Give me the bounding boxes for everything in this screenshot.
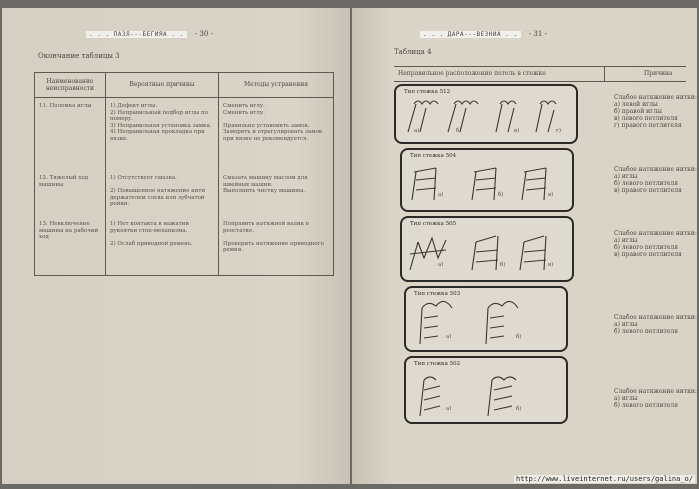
stitch-label: б) [516,334,522,340]
stitch-cause-512: Слабое натяжение нитки: а) левой иглы б) правой иглы в) левого петлителя г) правого петлителя [614,94,697,129]
stitch-diagram-503 [406,288,566,350]
stitch-label: г) [556,128,562,134]
stitch-header-cause: Причина [644,70,673,77]
table-row-causes: 1) Дефект иглы. 2) Неправильный подбор иглы по номеру. 3) Неправильная установка замка. 4) Неправильная прокладка при вязке. [110,103,212,142]
stitch-panel-512 [394,84,578,144]
stitch-label: а) [446,334,452,340]
faults-table [34,72,334,276]
table-row-causes: 1) Отсутствует смазка. 2) Повышенное натяжение нити держателем слева или зубчатой рейки. [110,175,206,208]
table-header-causes: Вероятные причины [129,81,195,88]
stitch-label: а) [438,262,444,268]
right-page [352,8,697,484]
stitch-diagram-504 [402,150,572,210]
table-row-causes: 1) Нет контакта в нажатии рукоятки стоп-механизма. 2) Ослаб приводной ремень. [110,221,193,247]
table-header-fixes: Методы устранения [244,81,308,88]
stitch-header-layout: Неправильное расположение петель в стежке [398,70,546,77]
stitch-panel-502 [404,356,568,424]
left-page-header [86,30,213,38]
stitch-label: в) [548,192,554,198]
table-row-fixes: Смазать машину маслом для швейных машин. Выполнить чистку машины. [223,175,308,195]
table-row-fault: 12. Тяжелый ход машины [39,175,89,188]
stitch-label: а) [438,192,444,198]
stitch-label: б) [500,262,506,268]
table-header-fault: Наименование неисправности [46,78,94,92]
table-row-fault: 13. Невключение машины на рабочий ход [39,221,99,241]
table-row-fixes: Сменить иглу. Сменить иглу. Правильно установить замок. Замерить и отрегулировать замок при вязке не рекомендуется. [223,103,323,142]
stitch-label: в) [548,262,554,268]
stitch-panel-title: Тип стежка 505 [410,221,457,227]
stitch-diagram-502 [406,358,566,422]
stitch-cause-503: Слабое натяжение нитки: а) иглы б) левого петлителя [614,314,697,335]
left-table-caption: Окончание таблицы 3 [38,52,120,60]
stitch-table-header [394,66,686,82]
right-page-header [420,30,547,38]
left-page-number: - 30 - [194,30,213,38]
stitch-diagram-505 [402,218,572,280]
watermark-url[interactable]: http://www.liveinternet.ru/users/galina_o/ [515,475,693,483]
right-page-number: - 31 - [528,30,547,38]
stitch-label: в) [514,128,520,134]
stitch-panel-title: Тип стежка 503 [414,291,461,297]
stitch-panel-505 [400,216,574,282]
stitch-panel-title: Тип стежка 504 [410,153,457,159]
stitch-cause-505: Слабое натяжение нитки: а) иглы б) левого петлителя в) правого петлителя [614,230,697,258]
stitch-panel-title: Тип стежка 512 [404,89,451,95]
table-row-fault: 11. Поломка иглы [39,103,92,109]
stitch-label: б) [516,406,522,412]
stitch-label: б) [498,192,504,198]
stitch-label: б) [456,128,462,134]
left-page [2,8,350,484]
stitch-cause-502: Слабое натяжение нитки: а) иглы б) левого петлителя [614,388,697,409]
right-table-caption: Таблица 4 [394,48,432,56]
stitch-cause-504: Слабое натяжение нитки: а) иглы б) левого петлителя в) правого петлителя [614,166,697,194]
stitch-label: а) [446,406,452,412]
stitch-label: а) [414,128,420,134]
stitch-panel-title: Тип стежка 502 [414,361,461,367]
table-row-fixes: Поправить натяжной валик в реостатке. Проверить натяжение приводного ремня. [223,221,324,254]
stitch-panel-504 [400,148,574,212]
right-header-tag: . . . ДАРА---ВЕЗНИА . . [420,31,521,38]
stitch-panel-503 [404,286,568,352]
left-header-tag: . . . ПАЗЛ---БЕГИЯА . . [86,31,187,38]
